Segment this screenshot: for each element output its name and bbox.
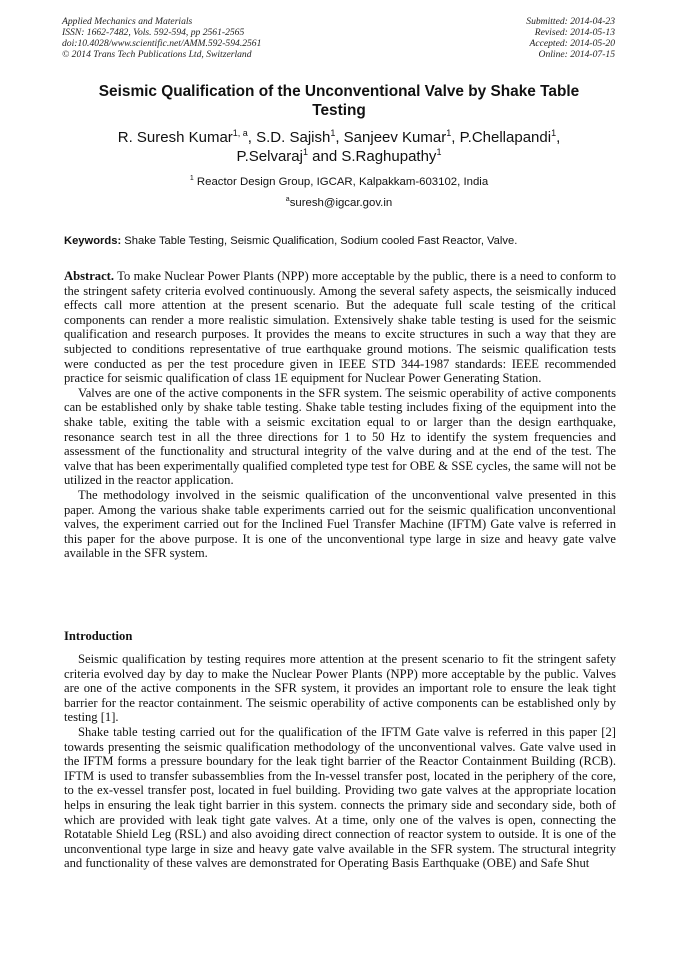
affiliation bbox=[64, 175, 614, 189]
affiliation-sup: 1 bbox=[189, 175, 194, 183]
email-address[interactable]: suresh@igcar.gov.in bbox=[289, 197, 393, 209]
paper-title: Seismic Qualification of the Unconventional Valve by Shake Table Testing bbox=[98, 83, 580, 119]
abstract-paragraph: The methodology involved in the seismic qualification of the unconventional valve presented in this paper. Among the various shake table experiments carried out for the seismic qualification unconventional valves, the experiment carried out for the Inclined Fuel Transfer Machine (IFTM) Gate valve is referred in this paper for the above purpose. It is one of the unconventional type large in size and heavy gate valve available in the SFR system. bbox=[64, 487, 616, 561]
email-sup: a bbox=[285, 196, 290, 204]
author-affil-sup: 1 bbox=[551, 128, 557, 138]
revised-date: Revised: 2014-05-13 bbox=[534, 27, 615, 38]
author-name: and S.Raghupathy bbox=[308, 147, 437, 165]
affiliation-text: Reactor Design Group, IGCAR, Kalpakkam-603102, India bbox=[193, 176, 489, 188]
accepted-date: Accepted: 2014-05-20 bbox=[529, 38, 615, 49]
keywords bbox=[64, 234, 616, 248]
author-email bbox=[64, 196, 614, 210]
abstract-label: Abstract. bbox=[64, 269, 115, 283]
author-affil-sup: 1 bbox=[446, 128, 452, 138]
journal-info bbox=[62, 16, 261, 60]
abstract-paragraph: Valves are one of the active components in the SFR system. The seismic operability of active components can be established only by shake table testing. Shake table testing includes fixing of the equipment into the shake table, exiting the table with a seismic excitation equal to or larger than the design earthquake, resonance search test in all the three directions for 1 to 50 Hz to identify the system frequencies and assessment of the functionality and structural integrity of the valve during and at the end of the test. The valve that has been experimentally qualified completed type test for OBE & SSE cycles, the same will not be utilized in the reactor application. bbox=[64, 385, 616, 488]
abstract-section bbox=[64, 269, 616, 561]
author-name: , Sanjeev Kumar bbox=[335, 129, 447, 146]
abstract-paragraph bbox=[64, 269, 616, 386]
submitted-date: Submitted: 2014-04-23 bbox=[526, 16, 615, 27]
abstract-text: To make Nuclear Power Plants (NPP) more acceptable by the public, there is a need to conform to the stringent safety criteria evolved continuously. Among the several safety aspects, the seismically induced effects call more attention at the present scenario. But the adequate full scale testing of the critical components can render a more realistic simulation. Extensively shake table testing is used for the seismic qualification and research purposes. It provides the means to excite structures in such a way that they are subjected to conditions representative of true earthquake ground motions. The seismic qualification tests were conducted as per the test procedure given in IEEE STD 344-1987 standards: IEEE recommended practice for seismic qualification of class 1E equipment for Nuclear Power Generating Station. bbox=[64, 269, 616, 386]
keywords-text: Shake Table Testing, Seismic Qualification, Sodium cooled Fast Reactor, Valve. bbox=[121, 235, 518, 247]
issn-line: ISSN: 1662-7482, Vols. 592-594, pp 2561-2565 bbox=[62, 27, 245, 38]
author-name: , S.D. Sajish bbox=[247, 129, 331, 146]
author-affil-sup: 1 bbox=[302, 146, 308, 157]
intro-paragraph: Seismic qualification by testing requires more attention at the present scenario to fit the stringent safety criteria evolved day by day to make the Nuclear Power Plants (NPP) more acceptable by the public. Valves are one of the active components in the SFR system, it provides an important role to ensure the leak tight barrier for the reactor containment. The seismic operability of active components can be established only by testing [1]. bbox=[64, 652, 616, 725]
keywords-label: Keywords: bbox=[64, 235, 122, 247]
section-heading-introduction: Introduction bbox=[64, 629, 133, 643]
publication-dates bbox=[526, 16, 615, 60]
journal-name: Applied Mechanics and Materials bbox=[62, 16, 193, 27]
introduction-section bbox=[64, 652, 616, 871]
author-name: R. Suresh Kumar bbox=[117, 129, 233, 146]
author-separator: , bbox=[556, 129, 561, 146]
copyright-line: © 2014 Trans Tech Publications Ltd, Switzerland bbox=[62, 49, 252, 60]
author-affil-sup: 1, a bbox=[232, 128, 248, 138]
author-affil-sup: 1 bbox=[436, 146, 442, 157]
online-date: Online: 2014-07-15 bbox=[538, 49, 615, 60]
author-affil-sup: 1 bbox=[330, 128, 336, 138]
doi-line: doi:10.4028/www.scientific.net/AMM.592-594.2561 bbox=[62, 38, 262, 49]
author-list bbox=[64, 129, 614, 166]
intro-paragraph: Shake table testing carried out for the qualification of the IFTM Gate valve is referred in this paper [2] towards presenting the seismic qualification methodology of the unconventional valves. Gate valve used in the IFTM forms a pressure boundary for the leak tight barrier of the Reactor Containment Building (RCB). IFTM is used to transfer subassemblies from the In-vessel transfer post, located in the periphery of the core, to the ex-vessel transfer post, located in fuel building. Providing two gate valves at the appropriate location helps in ensuring the leak tight barrier in this system. connects the primary side and secondary side, both of which are provided with leak tight gate valves. At a time, only one of the valves is open, connecting the Rotatable Shield Leg (RSL) and also avoiding direct connection of reactor system to outside. It is one of the unconventional type large in size and heavy gate valve available in the SFR system. The structural integrity and functionality of these valves are demonstrated for Operating Basis Earthquake (OBE) and Safe Shut bbox=[64, 724, 616, 871]
author-name: , P.Chellapandi bbox=[451, 129, 552, 146]
author-name: P.Selvaraj bbox=[236, 147, 303, 165]
